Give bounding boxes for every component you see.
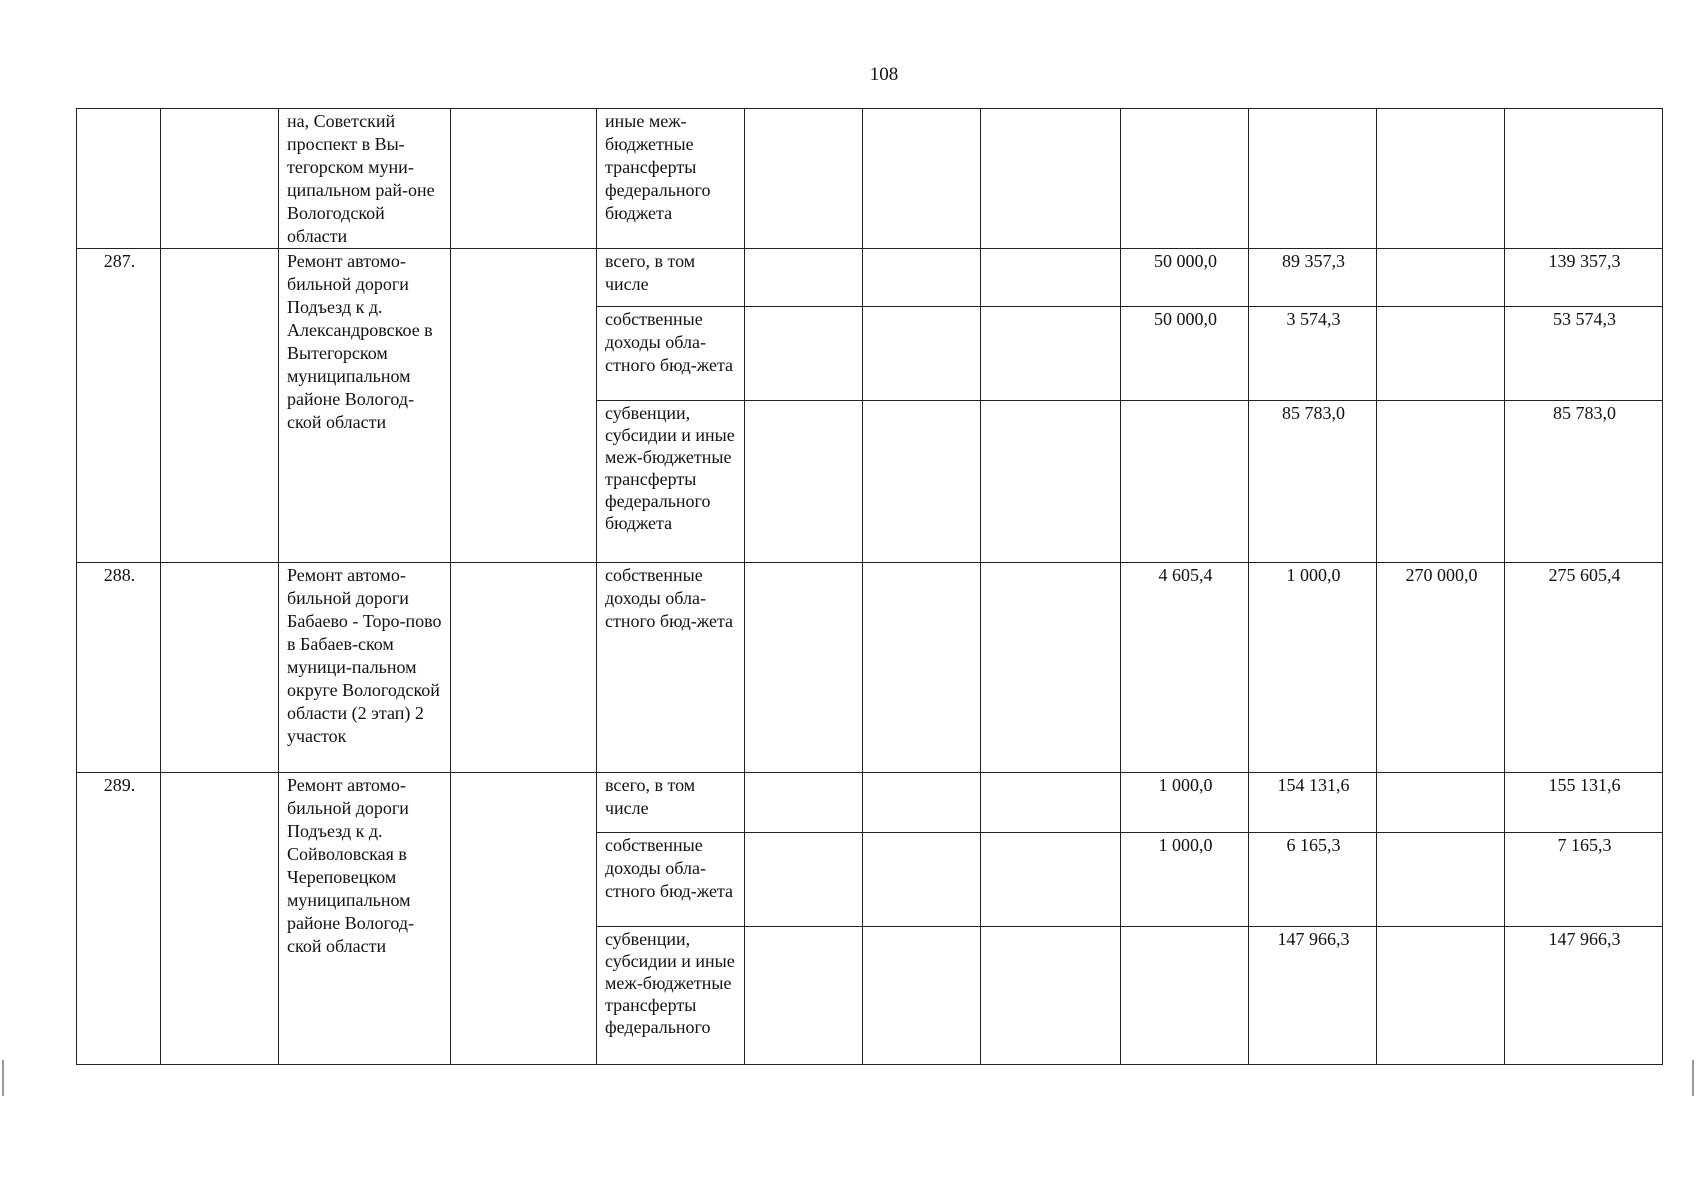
scan-edge-mark-right: [1692, 1060, 1694, 1096]
cell-empty: [161, 773, 279, 1065]
row-number: 288.: [77, 563, 161, 773]
cell-funding-source: собственные доходы обла-стного бюд-жета: [597, 307, 745, 401]
cell-value: [745, 307, 863, 401]
cell-empty: [451, 563, 597, 773]
cell-value: [863, 563, 981, 773]
cell-empty: [161, 563, 279, 773]
row-number: 289.: [77, 773, 161, 1065]
cell-empty: [451, 109, 597, 249]
budget-table: [76, 108, 1663, 1065]
cell-total: 85 783,0: [1505, 401, 1663, 563]
cell-total: 147 966,3: [1505, 927, 1663, 1065]
cell-value: 89 357,3: [1249, 249, 1377, 307]
scan-edge-mark-left: [2, 1060, 4, 1096]
cell-funding-source: всего, в том числе: [597, 773, 745, 833]
cell-funding-source: субвенции, субсидии и иные меж-бюджетные трансферты федерального бюджета: [597, 401, 745, 563]
cell-value: 154 131,6: [1249, 773, 1377, 833]
table-row-continuation: [77, 109, 1663, 249]
cell-description: на, Советский проспект в Вы-тегорском муни-ципальном рай-оне Вологодской области: [279, 109, 451, 249]
cell-value: [981, 833, 1121, 927]
cell-funding-source: собственные доходы обла-стного бюд-жета: [597, 833, 745, 927]
cell-value: [1377, 833, 1505, 927]
cell-value: 3 574,3: [1249, 307, 1377, 401]
cell-value: 1 000,0: [1121, 833, 1249, 927]
cell-value: [981, 249, 1121, 307]
cell-funding-source: всего, в том числе: [597, 249, 745, 307]
cell-funding-source: собственные доходы обла-стного бюд-жета: [597, 563, 745, 773]
cell-value: 270 000,0: [1377, 563, 1505, 773]
cell-total: 155 131,6: [1505, 773, 1663, 833]
row-description: Ремонт автомо-бильной дороги Подъезд к д. Сойволовская в Череповецком муниципальном районе Вологод-ской области: [279, 773, 451, 1065]
cell-value: 147 966,3: [1249, 927, 1377, 1065]
cell-value: [863, 927, 981, 1065]
cell-empty: [451, 249, 597, 563]
cell-number: [77, 109, 161, 249]
cell-value: [981, 307, 1121, 401]
cell-value: [1377, 401, 1505, 563]
cell-value: [1121, 401, 1249, 563]
cell-value: [981, 773, 1121, 833]
cell-value: 50 000,0: [1121, 307, 1249, 401]
cell-total: 7 165,3: [1505, 833, 1663, 927]
cell-empty: [863, 109, 981, 249]
table-row: [77, 563, 1663, 773]
cell-value: [1377, 927, 1505, 1065]
row-number: 287.: [77, 249, 161, 563]
cell-funding-source: иные меж-бюджетные трансферты федерального бюджета: [597, 109, 745, 249]
cell-value: [745, 773, 863, 833]
cell-funding-source: субвенции, субсидии и иные меж-бюджетные трансферты федерального: [597, 927, 745, 1065]
cell-empty: [1505, 109, 1663, 249]
cell-value: [981, 563, 1121, 773]
cell-total: 139 357,3: [1505, 249, 1663, 307]
cell-value: [1121, 927, 1249, 1065]
cell-value: [981, 401, 1121, 563]
cell-total: 53 574,3: [1505, 307, 1663, 401]
cell-value: [981, 927, 1121, 1065]
cell-value: [863, 249, 981, 307]
cell-value: [1377, 307, 1505, 401]
cell-value: [745, 563, 863, 773]
cell-value: 50 000,0: [1121, 249, 1249, 307]
cell-value: [863, 833, 981, 927]
table-row: [77, 773, 1663, 833]
cell-value: [1377, 249, 1505, 307]
cell-value: [863, 307, 981, 401]
row-description: Ремонт автомо-бильной дороги Подъезд к д. Александровское в Вытегорском муниципальном районе Вологод-ской области: [279, 249, 451, 563]
cell-empty: [161, 249, 279, 563]
cell-empty: [1121, 109, 1249, 249]
cell-value: [745, 401, 863, 563]
cell-empty: [161, 109, 279, 249]
cell-value: 1 000,0: [1249, 563, 1377, 773]
cell-value: 6 165,3: [1249, 833, 1377, 927]
cell-value: 4 605,4: [1121, 563, 1249, 773]
table-row: [77, 249, 1663, 307]
cell-empty: [1377, 109, 1505, 249]
cell-value: [745, 249, 863, 307]
cell-value: 1 000,0: [1121, 773, 1249, 833]
cell-empty: [981, 109, 1121, 249]
cell-value: [745, 833, 863, 927]
cell-value: [863, 773, 981, 833]
cell-empty: [451, 773, 597, 1065]
page-number: 108: [869, 64, 899, 85]
cell-value: [1377, 773, 1505, 833]
cell-value: [863, 401, 981, 563]
row-description: Ремонт автомо-бильной дороги Бабаево - Торо-пово в Бабаев-ском муници-пальном округе Вологодской области (2 этап) 2 участок: [279, 563, 451, 773]
cell-value: 85 783,0: [1249, 401, 1377, 563]
cell-value: [745, 927, 863, 1065]
cell-empty: [1249, 109, 1377, 249]
cell-empty: [745, 109, 863, 249]
cell-total: 275 605,4: [1505, 563, 1663, 773]
